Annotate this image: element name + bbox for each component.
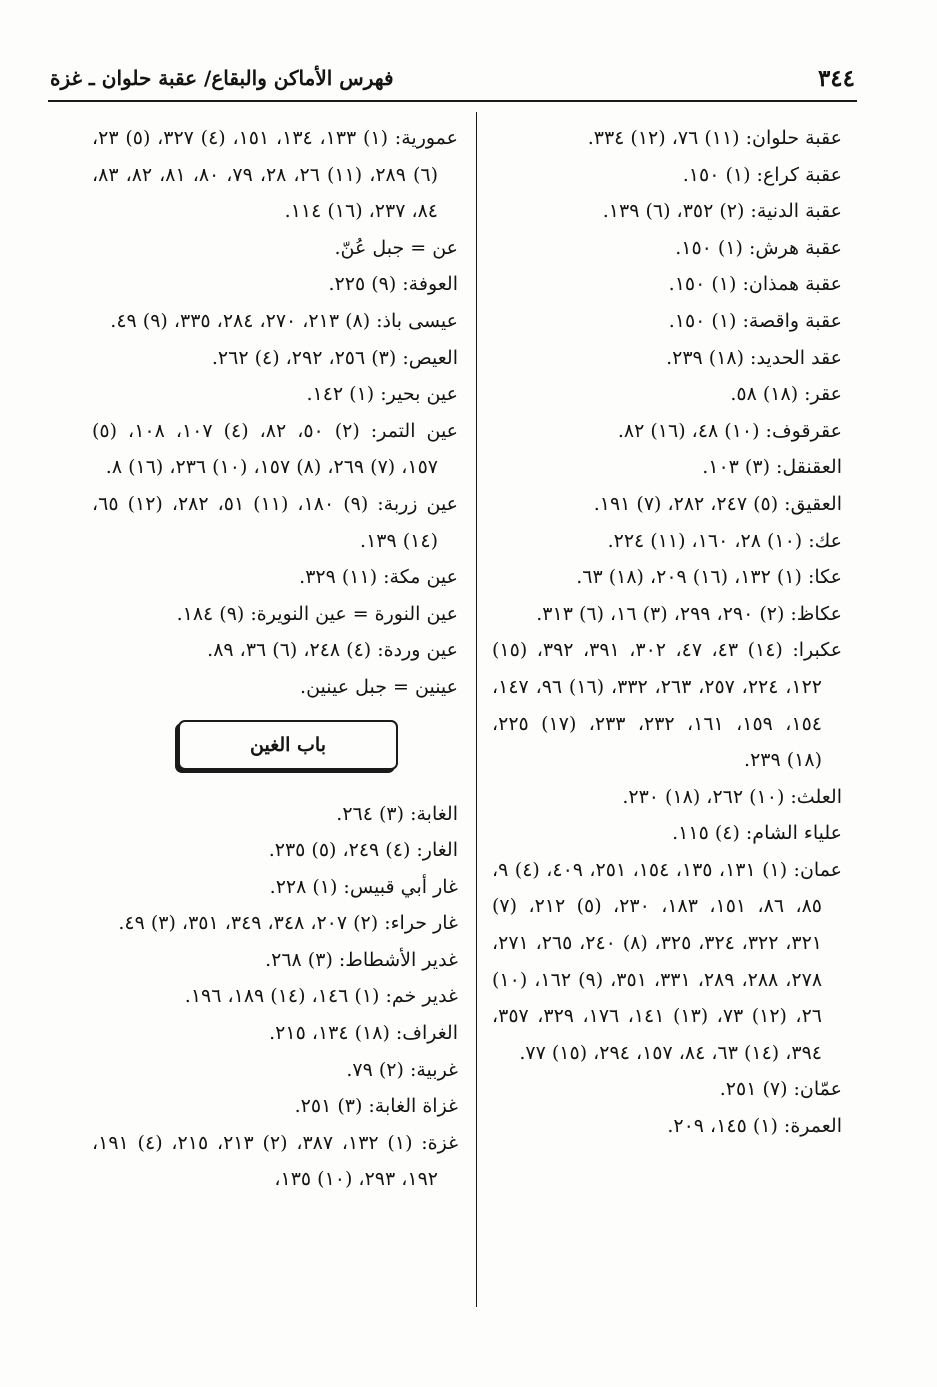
left-column	[92, 120, 458, 1198]
page-number: ٣٤٤	[817, 64, 855, 92]
index-entry: غزة: (١) ١٣٢، ٣٨٧، (٢) ٢١٣، ٢١٥، (٤) ١٩١، ١٩٢، ٢٩٣، (١٠) ١٣٥،	[92, 1131, 459, 1191]
index-entry: العقيق: (٥) ٢٤٧، ٢٨٢، (٧) ١٩١.	[593, 492, 842, 515]
header-rule	[48, 100, 857, 102]
index-entry: عين وردة: (٤) ٢٤٨، (٦) ٣٦، ٨٩.	[207, 639, 458, 662]
index-entry: عين النورة = عين النويرة: (٩) ١٨٤.	[176, 602, 458, 625]
right-column	[492, 120, 842, 1145]
index-entry: عقبة واقصة: (١) ١٥٠.	[668, 309, 842, 332]
index-entry: عمّان: (٧) ٢٥١.	[719, 1078, 842, 1101]
index-entry: العوفة: (٩) ٢٢٥.	[328, 273, 458, 296]
index-entry: الغراف: (١٨) ١٣٤، ٢١٥.	[269, 1022, 458, 1045]
index-entry: عين بحير: (١) ١٤٢.	[306, 383, 458, 406]
section-heading-wrap	[92, 706, 458, 796]
index-entry: عيسى باذ: (٨) ٢١٣، ٢٧٠، ٢٨٤، ٣٣٥، (٩) ٤٩.	[110, 309, 458, 332]
index-entry: عقبة الدنية: (٢) ٣٥٢، (٦) ١٣٩.	[602, 200, 842, 223]
index-entry: العمرة: (١) ١٤٥، ٢٠٩.	[667, 1115, 842, 1138]
index-entry: عن = جبل عُنّ.	[334, 236, 458, 259]
index-entry: العلث: (١٠) ٢٦٢، (١٨) ٢٣٠.	[622, 785, 842, 808]
index-entry: غدير الأشطاط: (٣) ٢٦٨.	[265, 948, 458, 971]
index-entry: غربية: (٢) ٧٩.	[346, 1058, 458, 1081]
index-entry: غار أبي قبيس: (١) ٢٢٨.	[269, 875, 458, 898]
index-entry: العيص: (٣) ٢٥٦، ٢٩٢، (٤) ٢٦٢.	[211, 346, 458, 369]
index-entry: عين زربة: (٩) ١٨٠، (١١) ٥١، ٢٨٢، (١٢) ٦٥، (١٤) ١٣٩.	[92, 492, 459, 552]
index-entry: العقنقل: (٣) ١٠٣.	[702, 456, 842, 479]
index-entry: عكبرا: (١٤) ٤٣، ٤٧، ٣٠٢، ٣٩١، ٣٩٢، (١٥) ١٢٢، ٢٢٤، ٢٥٧، ٢٦٣، ٣٣٢، (١٦) ٩٦، ١٤٧، ١٥٤، ١٥٩، ١٦١، ٢٣٢، ٢٣٣، (١٧) ٢٢٥، (١٨) ٢٣٩.	[492, 639, 843, 772]
running-title: فهرس الأماكن والبقاع/ عقبة حلوان ـ غزة	[50, 66, 394, 90]
index-entry: غار حراء: (٢) ٢٠٧، ٣٤٨، ٣٤٩، ٣٥١، (٣) ٤٩.	[118, 912, 458, 935]
index-entry: عك: (١٠) ٢٨، ١٦٠، (١١) ٢٢٤.	[607, 529, 842, 552]
index-entry: عينين = جبل عينين.	[300, 675, 458, 698]
index-entry: غدير خم: (١) ١٤٦، (١٤) ١٨٩، ١٩٦.	[184, 985, 458, 1008]
index-entry: عمان: (١) ١٣١، ١٣٥، ١٥٤، ٢٥١، ٤٠٩، (٤) ٩، ٨٥، ٨٦، ١٥١، ١٨٣، ٢٣٠، (٥) ٢١٢، (٧) ٣٢١، ٣٢٢، ٣٢٤، ٣٢٥، (٨) ٢٤٠، ٢٦٥، ٢٧١، ٢٧٨، ٢٨٨، ٢٨٩، ٣٣١، ٣٥١، (٩) ١٦٢، (١٠) ٢٦، (١٢) ٧٣، (١٣) ١٤١، ١٧٦، ٣٢٩، ٣٥٧، ٣٩٤، (١٤) ٦٣، ٨٤، ١٥٧، ٢٩٤، (١٥) ٧٧.	[492, 858, 843, 1064]
index-entry: عين مكة: (١١) ٣٢٩.	[299, 566, 458, 589]
index-entry: عقبة كراع: (١) ١٥٠.	[682, 163, 842, 186]
index-entry: الغابة: (٣) ٢٦٤.	[336, 802, 458, 825]
index-entry: عقبة همذان: (١) ١٥٠.	[668, 273, 842, 296]
index-entry: عقرقوف: (١٠) ٤٨، (١٦) ٨٢.	[617, 419, 842, 442]
index-entry: عقد الحديد: (١٨) ٢٣٩.	[666, 346, 842, 369]
section-heading: باب الغين	[178, 720, 398, 770]
index-entry: عكاظ: (٢) ٢٩٠، ٢٩٩، (٣) ١٦، (٦) ٣١٣.	[536, 602, 842, 625]
index-entry: عقبة حلوان: (١١) ٧٦، (١٢) ٣٣٤.	[587, 127, 842, 149]
index-entry: عقر: (١٨) ٥٨.	[730, 383, 842, 406]
running-header	[50, 58, 855, 98]
index-entry: علياء الشام: (٤) ١١٥.	[672, 822, 842, 845]
index-entry: عمورية: (١) ١٣٣، ١٣٤، ١٥١، (٤) ٣٢٧، (٥) ٢٣، (٦) ٢٨٩، (١١) ٢٦، ٢٨، ٧٩، ٨٠، ٨١، ٨٢، ٨٣، ٨٤، ٢٣٧، (١٦) ١١٤.	[92, 127, 458, 223]
column-divider	[476, 112, 477, 1307]
index-entry: الغار: (٤) ٢٤٩، (٥) ٢٣٥.	[268, 839, 458, 862]
index-entry: عقبة هرش: (١) ١٥٠.	[675, 236, 842, 259]
index-entry: عكا: (١) ١٣٢، (١٦) ٢٠٩، (١٨) ٦٣.	[576, 566, 842, 589]
index-entry: غزاة الغابة: (٣) ٢٥١.	[294, 1095, 458, 1118]
index-entry: عين التمر: (٢) ٥٠، ٨٢، (٤) ١٠٧، ١٠٨، (٥) ١٥٧، (٧) ٢٦٩، (٨) ١٥٧، (١٠) ٢٣٦، (١٦) ٨.	[92, 419, 459, 479]
